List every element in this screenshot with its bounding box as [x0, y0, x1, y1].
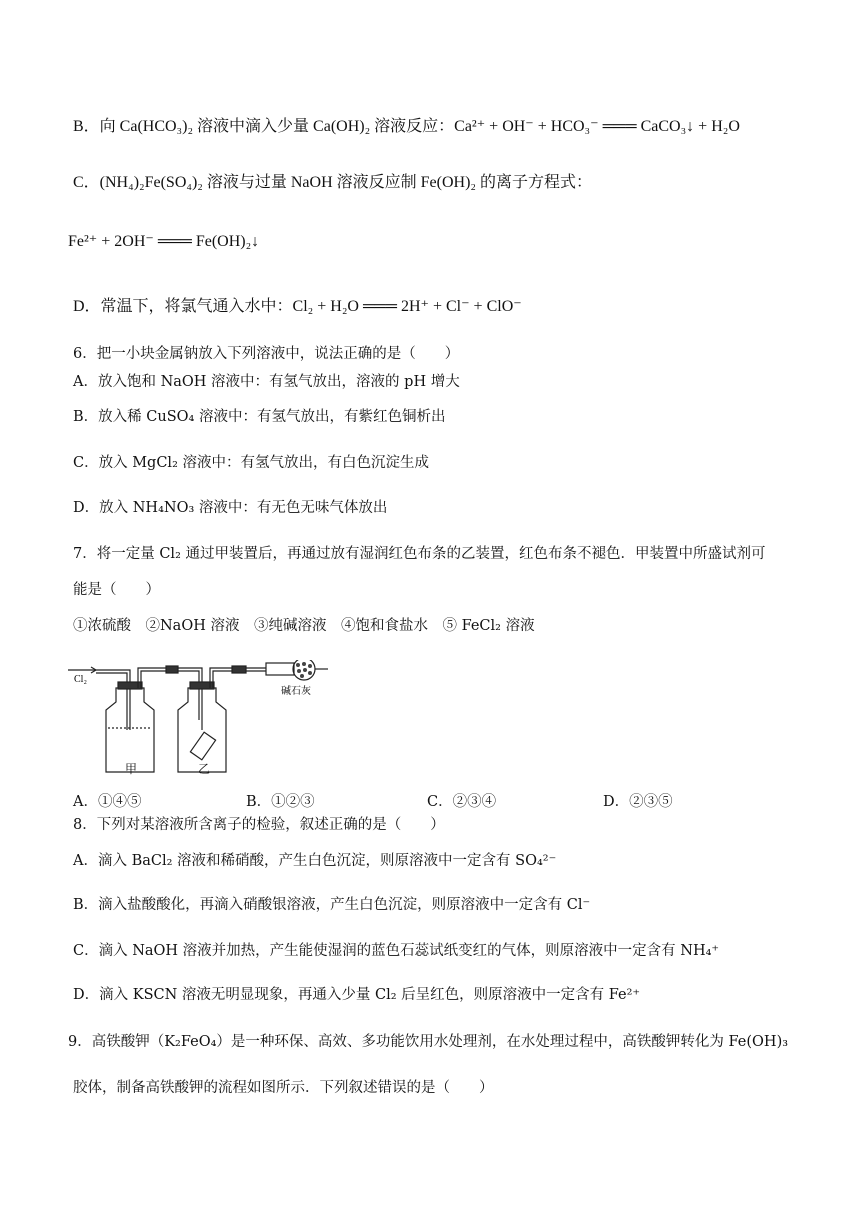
question-6-stem: 6．把一小块金属钠放入下列溶液中，说法正确的是（ ）: [73, 346, 460, 362]
q7-reagent-list: ①浓硫酸 ②NaOH 溶液 ③纯碱溶液 ④饱和食盐水 ⑤ FeCl₂ 溶液: [73, 618, 535, 634]
q7-choice-a: A．①④⑤: [73, 794, 142, 810]
question-9-stem-cont: 胶体，制备高铁酸钾的流程如图所示．下列叙述错误的是（ ）: [73, 1080, 494, 1096]
q7-choice-c: C．②③④: [427, 794, 497, 810]
q7-choice-d: D．②③⑤: [603, 794, 673, 810]
question-7-stem: 7．将一定量 Cl₂ 通过甲装置后，再通过放有湿润红色布条的乙装置，红色布条不褪色．甲装置中所盛试剂可: [73, 546, 766, 562]
q5-option-b: B．向 Ca(HCO₃)₂ 溶液中滴入少量 Ca(OH)₂ 溶液反应：Ca²⁺ + OH⁻ + HCO₃⁻ ═══ CaCO₃↓ + H₂O: [73, 118, 740, 135]
q5-option-d: D．常温下，将氯气通入水中：Cl₂ + H₂O ═══ 2H⁺ + Cl⁻ + ClO⁻: [73, 298, 522, 315]
q8-option-a: A．滴入 BaCl₂ 溶液和稀硝酸，产生白色沉淀，则原溶液中一定含有 SO₄²⁻: [73, 853, 557, 869]
label-jia: 甲: [125, 762, 138, 776]
q8-option-d: D．滴入 KSCN 溶液无明显现象，再通入少量 Cl₂ 后呈红色，则原溶液中一定含有 Fe²⁺: [73, 987, 641, 1003]
q6-option-a: A．放入饱和 NaOH 溶液中：有氢气放出，溶液的 pH 增大: [73, 374, 460, 390]
label-yi: 乙: [198, 762, 211, 776]
gas-label: Cl₂: [74, 674, 87, 685]
question-7-stem-cont: 能是（ ）: [73, 582, 160, 598]
q6-option-c: C．放入 MgCl₂ 溶液中：有氢气放出，有白色沉淀生成: [73, 455, 429, 471]
q6-option-d: D．放入 NH₄NO₃ 溶液中：有无色无味气体放出: [73, 500, 388, 516]
question-8-stem: 8．下列对某溶液所含离子的检验，叙述正确的是（ ）: [73, 817, 445, 833]
q8-option-b: B．滴入盐酸酸化，再滴入硝酸银溶液，产生白色沉淀，则原溶液中一定含有 Cl⁻: [73, 897, 591, 913]
q7-choice-b: B．①②③: [246, 794, 315, 810]
question-9-stem: 9．高铁酸钾（K₂FeO₄）是一种环保、高效、多功能饮用水处理剂，在水处理过程中，高铁酸钾转化为 Fe(OH)₃: [68, 1034, 789, 1050]
soda-lime-label: 碱石灰: [281, 686, 311, 697]
q5-option-c: C．(NH₄)₂Fe(SO₄)₂ 溶液与过量 NaOH 溶液反应制 Fe(OH)₂ 的离子方程式：: [73, 174, 592, 191]
red-cloth-strip: [190, 732, 215, 760]
q8-option-c: C．滴入 NaOH 溶液并加热，产生能使湿润的蓝色石蕊试纸变红的气体，则原溶液中一定含有 NH₄⁺: [73, 943, 720, 959]
drying-tube: [266, 663, 294, 675]
q5-option-c-equation: Fe²⁺ + 2OH⁻ ═══ Fe(OH)₂↓: [68, 233, 260, 250]
q6-option-b: B．放入稀 CuSO₄ 溶液中：有氢气放出，有紫红色铜析出: [73, 409, 446, 425]
